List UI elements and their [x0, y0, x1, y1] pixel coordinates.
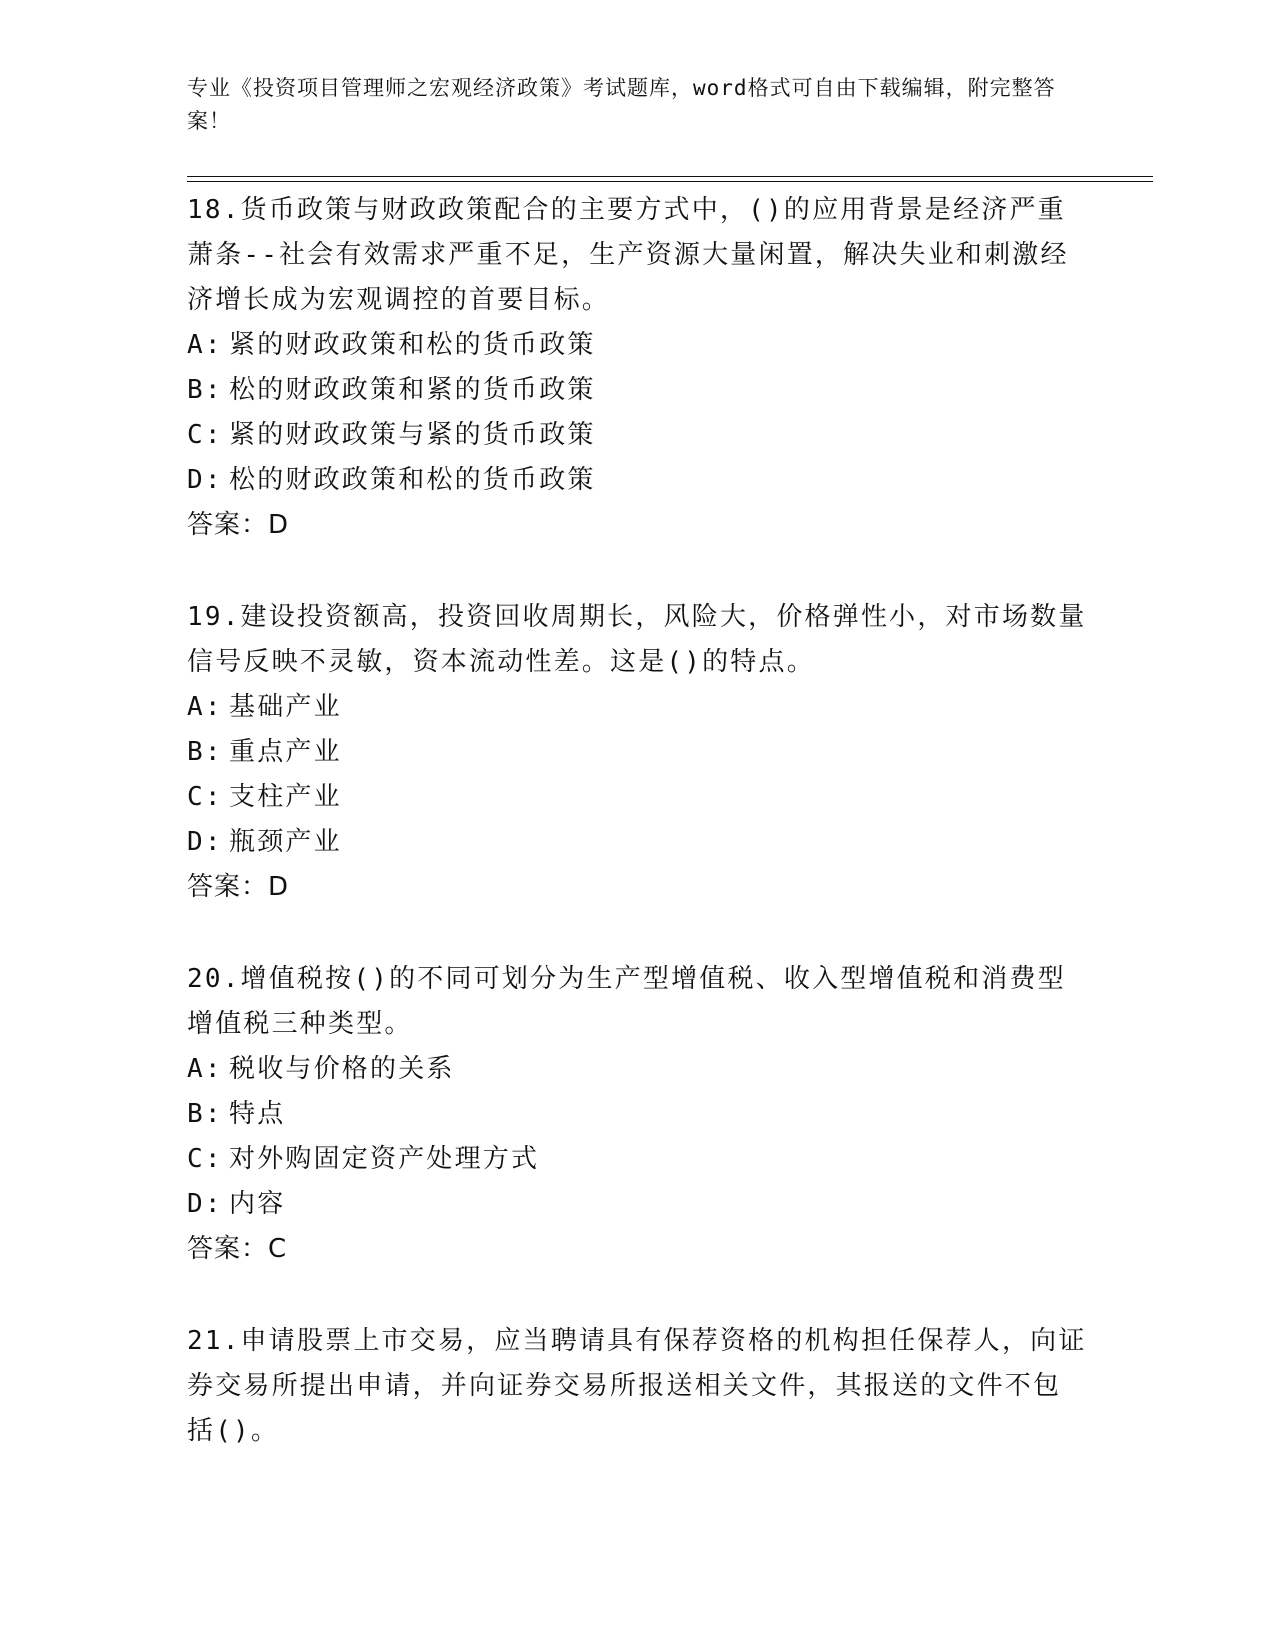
option-c	[187, 775, 1087, 820]
option-text: 税收与价格的关系	[229, 1054, 455, 1084]
option-key: D:	[187, 465, 223, 495]
option-key: C:	[187, 1144, 223, 1174]
question-stem: 18.货币政策与财政政策配合的主要方式中，()的应用背景是经济严重萧条--社会有效需求严重不足，生产资源大量闲置，解决失业和刺激经济增长成为宏观调控的首要目标。	[187, 195, 1069, 315]
option-text: 紧的财政政策与紧的货币政策	[229, 420, 596, 450]
option-text: 基础产业	[229, 692, 342, 722]
option-key: D:	[187, 1189, 223, 1219]
option-text: 支柱产业	[229, 782, 342, 812]
option-key: B:	[187, 375, 223, 405]
question-stem: 19.建设投资额高，投资回收周期长，风险大，价格弹性小，对市场数量信号反映不灵敏，资本流动性差。这是()的特点。	[187, 602, 1087, 677]
question-list	[187, 188, 1087, 1501]
option-b	[187, 1092, 1087, 1137]
option-a	[187, 685, 1087, 730]
option-text: 松的财政政策和紧的货币政策	[229, 375, 596, 405]
answer-line: 答案：D	[187, 510, 290, 540]
question-20	[187, 957, 1087, 1272]
answer-line: 答案：D	[187, 872, 290, 902]
option-key: A:	[187, 330, 223, 360]
option-text: 紧的财政政策和松的货币政策	[229, 330, 596, 360]
option-key: C:	[187, 782, 223, 812]
option-c	[187, 413, 1087, 458]
option-text: 内容	[229, 1189, 286, 1219]
option-c	[187, 1137, 1087, 1182]
option-d	[187, 458, 1087, 503]
option-key: D:	[187, 827, 223, 857]
option-text: 重点产业	[229, 737, 342, 767]
question-18	[187, 188, 1087, 548]
option-b	[187, 730, 1087, 775]
option-key: B:	[187, 1099, 223, 1129]
option-a	[187, 323, 1087, 368]
header-divider-bottom	[187, 181, 1153, 182]
option-d	[187, 1182, 1087, 1227]
option-d	[187, 820, 1087, 865]
question-stem: 21.申请股票上市交易，应当聘请具有保荐资格的机构担任保荐人，向证券交易所提出申请，并向证券交易所报送相关文件，其报送的文件不包括()。	[187, 1326, 1087, 1446]
option-key: C:	[187, 420, 223, 450]
option-text: 特点	[229, 1099, 286, 1129]
option-b	[187, 368, 1087, 413]
option-key: A:	[187, 692, 223, 722]
option-key: B:	[187, 737, 223, 767]
option-text: 对外购固定资产处理方式	[229, 1144, 540, 1174]
document-header: 专业《投资项目管理师之宏观经济政策》考试题库，word格式可自由下载编辑，附完整答案！	[187, 76, 1056, 133]
question-19	[187, 595, 1087, 910]
option-text: 瓶颈产业	[229, 827, 342, 857]
option-text: 松的财政政策和松的货币政策	[229, 465, 596, 495]
question-stem: 20.增值税按()的不同可划分为生产型增值税、收入型增值税和消费型增值税三种类型。	[187, 964, 1066, 1039]
header-divider-top	[187, 176, 1153, 177]
question-21	[187, 1319, 1087, 1454]
answer-line: 答案：C	[187, 1234, 288, 1264]
option-key: A:	[187, 1054, 223, 1084]
option-a	[187, 1047, 1087, 1092]
